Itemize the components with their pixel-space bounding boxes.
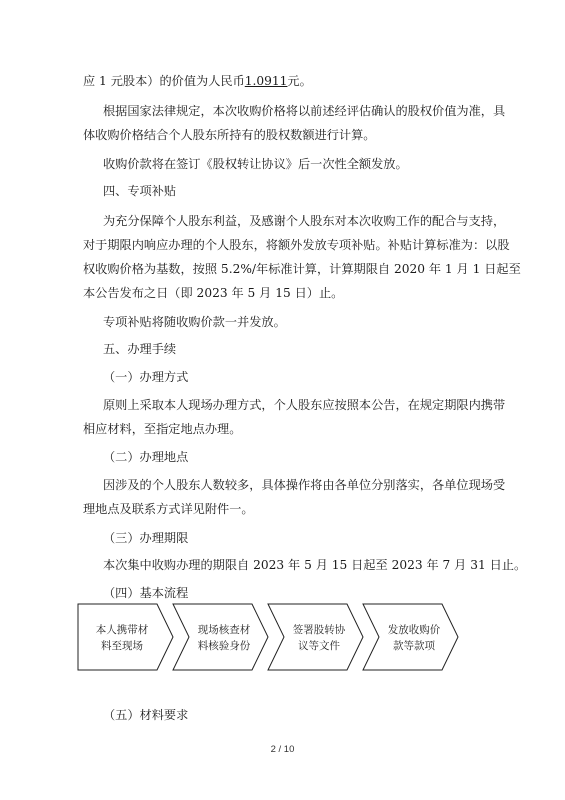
valuation-suffix: 元。	[287, 74, 312, 88]
valuation-prefix: 应 1 元股本）的价值为人民币	[83, 74, 245, 88]
flow-step-2-line-1: 现场核查材	[197, 624, 251, 636]
subsidy-paragraph-line-3: 权收购价格为基数，按照 5.2%/年标准计算，计算期限自 2020 年 1 月 1 日起至	[83, 262, 521, 276]
subsection-4-heading: （四）基本流程	[103, 586, 189, 600]
subsection-2-line-2: 理地点及联系方式详见附件一。	[83, 502, 254, 516]
subsidy-paragraph-line-2: 对于期限内响应办理的个人股东，将额外发放专项补贴。补贴计算标准为：以股	[83, 238, 510, 252]
flow-step-1-line-2: 料至现场	[101, 640, 143, 652]
valuation-line	[83, 73, 483, 89]
subsidy-payment-paragraph: 专项补贴将随收购价款一并发放。	[103, 315, 286, 329]
subsidy-paragraph-line-1: 为充分保障个人股东利益，及感谢个人股东对本次收购工作的配合与支持，	[103, 214, 506, 228]
subsection-3-paragraph: 本次集中收购办理的期限自 2023 年 5 月 15 日起至 2023 年 7 月 31 日止。	[103, 558, 527, 572]
process-flow-diagram	[77, 603, 477, 673]
flow-step-4-line-1: 发放收购价	[387, 624, 441, 636]
subsection-1-line-2: 相应材料，至指定地点办理。	[83, 422, 242, 436]
subsection-2-heading: （二）办理地点	[103, 450, 189, 464]
flow-step-4-line-2: 款等款项	[393, 640, 435, 652]
law-paragraph-line-1: 根据国家法律规定，本次收购价格将以前述经评估确认的股权价值为准，具	[103, 104, 506, 118]
subsection-5-heading: （五）材料要求	[103, 708, 189, 722]
flow-step-1	[78, 604, 173, 670]
law-paragraph-line-2: 体收购价格结合个人股东所持有的股权数额进行计算。	[83, 128, 376, 142]
subsection-2-line-1: 因涉及的个人股东人数较多，具体操作将由各单位分别落实，各单位现场受	[103, 478, 506, 492]
valuation-value: 1.0911	[244, 74, 288, 88]
section-4-heading: 四、专项补贴	[103, 184, 177, 198]
flow-step-4	[363, 604, 458, 670]
flow-step-2	[173, 604, 268, 670]
payment-paragraph: 收购价款将在签订《股权转让协议》后一次性全额发放。	[103, 157, 408, 171]
flow-step-2-line-2: 料核验身份	[197, 640, 251, 652]
flow-step-3-line-2: 议等文件	[298, 640, 340, 652]
section-5-heading: 五、办理手续	[103, 342, 177, 356]
flow-step-3	[268, 604, 363, 670]
subsection-1-heading: （一）办理方式	[103, 370, 189, 384]
flow-step-3-line-1: 签署股转协	[292, 624, 346, 636]
subsidy-paragraph-line-4: 本公告发布之日（即 2023 年 5 月 15 日）止。	[83, 286, 344, 300]
page-number: 2 / 10	[270, 744, 295, 755]
flow-step-1-line-1: 本人携带材	[95, 624, 149, 636]
subsection-1-line-1: 原则上采取本人现场办理方式，个人股东应按照本公告，在规定期限内携带	[103, 398, 506, 412]
subsection-3-heading: （三）办理期限	[103, 531, 189, 545]
